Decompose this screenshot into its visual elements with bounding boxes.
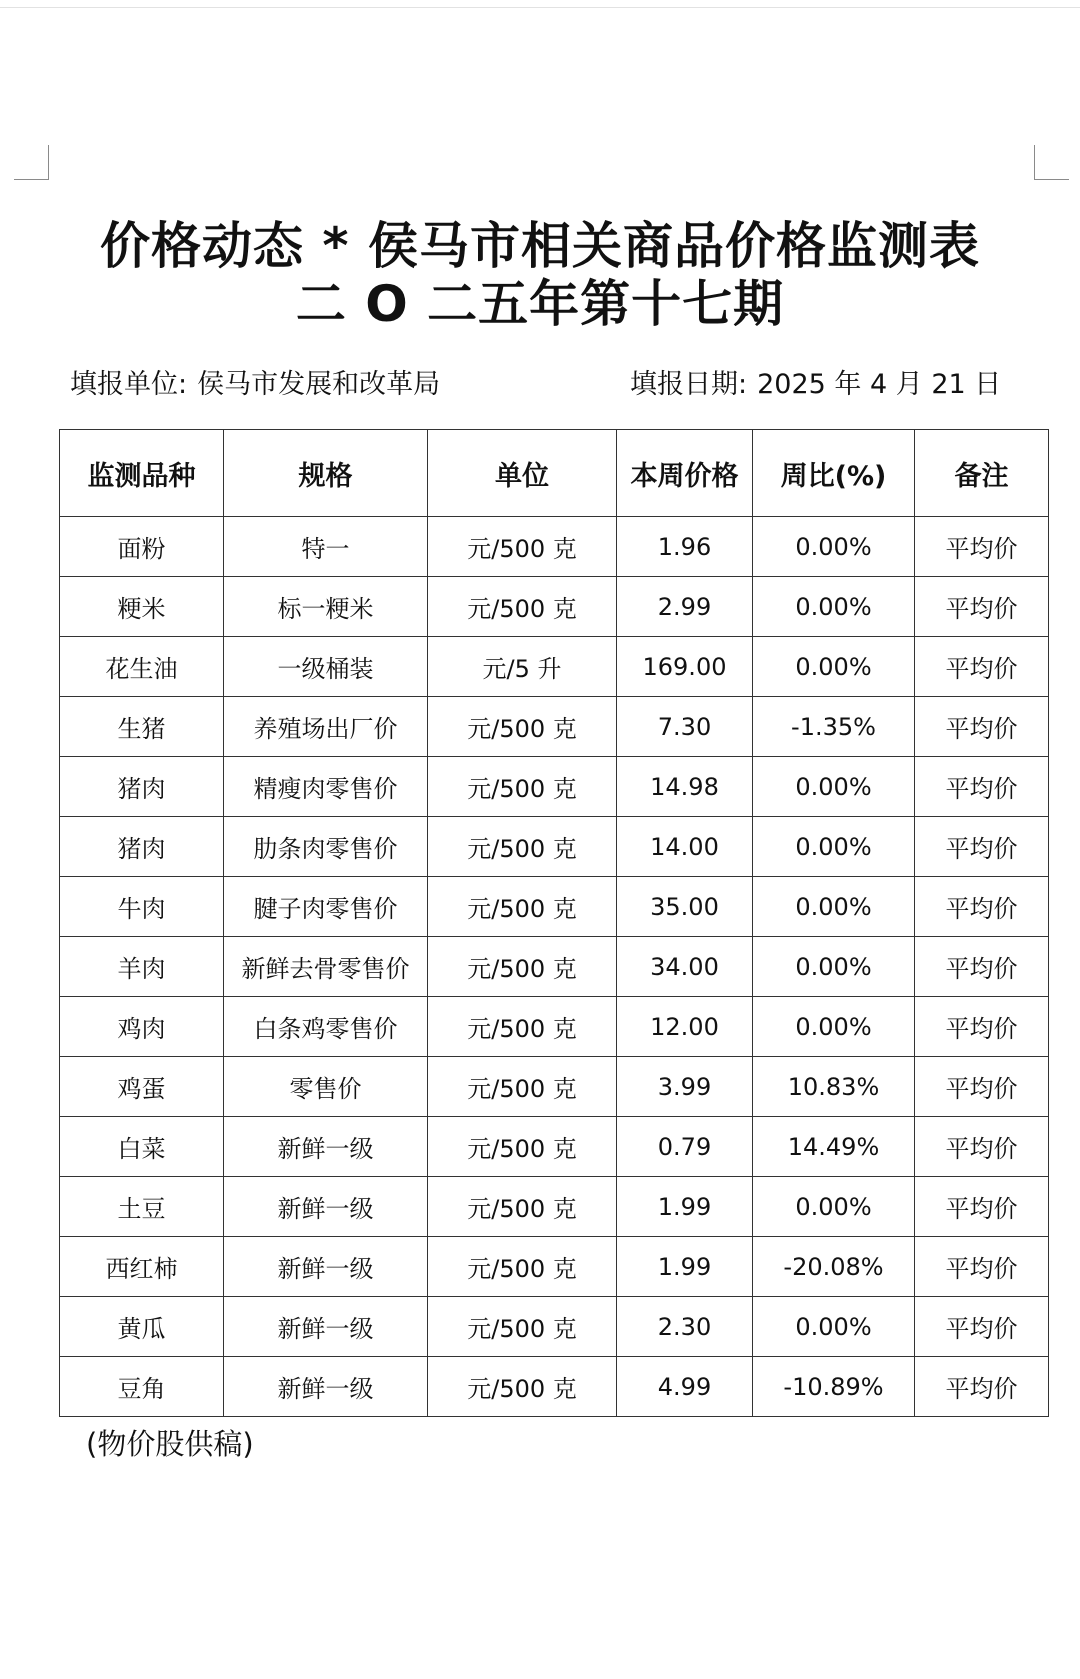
cell-unit: 元/500 克 — [428, 577, 617, 637]
cell-spec: 肋条肉零售价 — [224, 817, 428, 877]
header-item: 监测品种 — [60, 430, 224, 517]
cell-item: 猪肉 — [60, 817, 224, 877]
header-unit: 单位 — [428, 430, 617, 517]
cell-spec: 特一 — [224, 517, 428, 577]
document-title: 价格动态 * 侯马市相关商品价格监测表 — [100, 217, 980, 275]
cell-spec: 白条鸡零售价 — [224, 997, 428, 1057]
cell-unit: 元/500 克 — [428, 1117, 617, 1177]
top-divider — [0, 7, 1080, 8]
cell-item: 面粉 — [60, 517, 224, 577]
cell-unit: 元/500 克 — [428, 757, 617, 817]
table-body — [60, 517, 1049, 1417]
cell-unit: 元/500 克 — [428, 877, 617, 937]
cell-unit: 元/500 克 — [428, 997, 617, 1057]
cell-note: 平均价 — [915, 1297, 1049, 1357]
cell-note: 平均价 — [915, 517, 1049, 577]
cell-change: 0.00% — [753, 517, 915, 577]
cell-change: 0.00% — [753, 817, 915, 877]
cell-note: 平均价 — [915, 697, 1049, 757]
table-row — [60, 517, 1049, 577]
cell-spec: 新鲜一级 — [224, 1237, 428, 1297]
cell-price: 1.99 — [617, 1177, 753, 1237]
cell-change: 14.49% — [753, 1117, 915, 1177]
cell-item: 西红柿 — [60, 1237, 224, 1297]
cell-unit: 元/5 升 — [428, 637, 617, 697]
cell-spec: 腱子肉零售价 — [224, 877, 428, 937]
header-note: 备注 — [915, 430, 1049, 517]
cell-note: 平均价 — [915, 637, 1049, 697]
reporting-date-label: 填报日期: — [630, 369, 748, 400]
cell-note: 平均价 — [915, 1177, 1049, 1237]
cell-note: 平均价 — [915, 817, 1049, 877]
cell-change: 0.00% — [753, 757, 915, 817]
cell-unit: 元/500 克 — [428, 697, 617, 757]
table-row — [60, 817, 1049, 877]
table-row — [60, 877, 1049, 937]
cell-item: 豆角 — [60, 1357, 224, 1417]
cell-price: 34.00 — [617, 937, 753, 997]
cell-change: 0.00% — [753, 997, 915, 1057]
cell-spec: 新鲜去骨零售价 — [224, 937, 428, 997]
cell-spec: 精瘦肉零售价 — [224, 757, 428, 817]
cell-price: 2.30 — [617, 1297, 753, 1357]
crop-mark-left — [14, 145, 49, 180]
cell-change: 10.83% — [753, 1057, 915, 1117]
cell-item: 土豆 — [60, 1177, 224, 1237]
cell-spec: 新鲜一级 — [224, 1297, 428, 1357]
header-change: 周比(%) — [753, 430, 915, 517]
cell-note: 平均价 — [915, 757, 1049, 817]
cell-price: 2.99 — [617, 577, 753, 637]
cell-change: 0.00% — [753, 1177, 915, 1237]
table-row — [60, 997, 1049, 1057]
cell-price: 35.00 — [617, 877, 753, 937]
cell-spec: 新鲜一级 — [224, 1117, 428, 1177]
cell-note: 平均价 — [915, 997, 1049, 1057]
table-row — [60, 1057, 1049, 1117]
cell-note: 平均价 — [915, 577, 1049, 637]
price-table — [59, 429, 1049, 1417]
cell-price: 3.99 — [617, 1057, 753, 1117]
cell-change: 0.00% — [753, 877, 915, 937]
footer-source: (物价股供稿) — [86, 1427, 254, 1461]
cell-unit: 元/500 克 — [428, 1357, 617, 1417]
cell-unit: 元/500 克 — [428, 1297, 617, 1357]
cell-unit: 元/500 克 — [428, 1177, 617, 1237]
table-row — [60, 697, 1049, 757]
cell-spec: 一级桶装 — [224, 637, 428, 697]
cell-unit: 元/500 克 — [428, 1237, 617, 1297]
cell-price: 169.00 — [617, 637, 753, 697]
table-row — [60, 1297, 1049, 1357]
cell-spec: 标一粳米 — [224, 577, 428, 637]
cell-spec: 养殖场出厂价 — [224, 697, 428, 757]
table-row — [60, 577, 1049, 637]
cell-item: 花生油 — [60, 637, 224, 697]
table-row — [60, 1117, 1049, 1177]
cell-note: 平均价 — [915, 1057, 1049, 1117]
cell-unit: 元/500 克 — [428, 1057, 617, 1117]
cell-price: 0.79 — [617, 1117, 753, 1177]
cell-item: 生猪 — [60, 697, 224, 757]
cell-item: 鸡蛋 — [60, 1057, 224, 1117]
cell-change: -10.89% — [753, 1357, 915, 1417]
reporting-date-value: 2025 年 4 月 21 日 — [757, 369, 1002, 400]
table-row — [60, 1237, 1049, 1297]
header-spec: 规格 — [224, 430, 428, 517]
cell-change: 0.00% — [753, 577, 915, 637]
cell-price: 7.30 — [617, 697, 753, 757]
cell-note: 平均价 — [915, 937, 1049, 997]
cell-price: 14.98 — [617, 757, 753, 817]
cell-price: 4.99 — [617, 1357, 753, 1417]
cell-spec: 新鲜一级 — [224, 1357, 428, 1417]
reporting-unit-label: 填报单位: — [70, 369, 188, 400]
table-row — [60, 937, 1049, 997]
cell-unit: 元/500 克 — [428, 817, 617, 877]
cell-change: 0.00% — [753, 637, 915, 697]
cell-price: 14.00 — [617, 817, 753, 877]
reporting-date — [630, 365, 1001, 405]
cell-item: 鸡肉 — [60, 997, 224, 1057]
cell-note: 平均价 — [915, 1117, 1049, 1177]
table-row — [60, 1357, 1049, 1417]
cell-item: 猪肉 — [60, 757, 224, 817]
cell-spec: 零售价 — [224, 1057, 428, 1117]
cell-change: -1.35% — [753, 697, 915, 757]
cell-note: 平均价 — [915, 1237, 1049, 1297]
cell-price: 1.96 — [617, 517, 753, 577]
cell-item: 白菜 — [60, 1117, 224, 1177]
cell-price: 12.00 — [617, 997, 753, 1057]
table-row — [60, 757, 1049, 817]
table-row — [60, 1177, 1049, 1237]
issue-number: 二 O 二五年第十七期 — [295, 275, 785, 333]
reporting-unit — [70, 365, 440, 405]
cell-change: 0.00% — [753, 937, 915, 997]
cell-change: -20.08% — [753, 1237, 915, 1297]
cell-item: 黄瓜 — [60, 1297, 224, 1357]
cell-unit: 元/500 克 — [428, 937, 617, 997]
cell-spec: 新鲜一级 — [224, 1177, 428, 1237]
cell-unit: 元/500 克 — [428, 517, 617, 577]
table-row — [60, 637, 1049, 697]
cell-item: 牛肉 — [60, 877, 224, 937]
cell-note: 平均价 — [915, 877, 1049, 937]
header-price: 本周价格 — [617, 430, 753, 517]
cell-item: 羊肉 — [60, 937, 224, 997]
cell-change: 0.00% — [753, 1297, 915, 1357]
reporting-unit-value: 侯马市发展和改革局 — [197, 369, 441, 400]
table-header-row — [60, 430, 1049, 517]
cell-item: 粳米 — [60, 577, 224, 637]
crop-mark-right — [1034, 145, 1069, 180]
cell-note: 平均价 — [915, 1357, 1049, 1417]
cell-price: 1.99 — [617, 1237, 753, 1297]
